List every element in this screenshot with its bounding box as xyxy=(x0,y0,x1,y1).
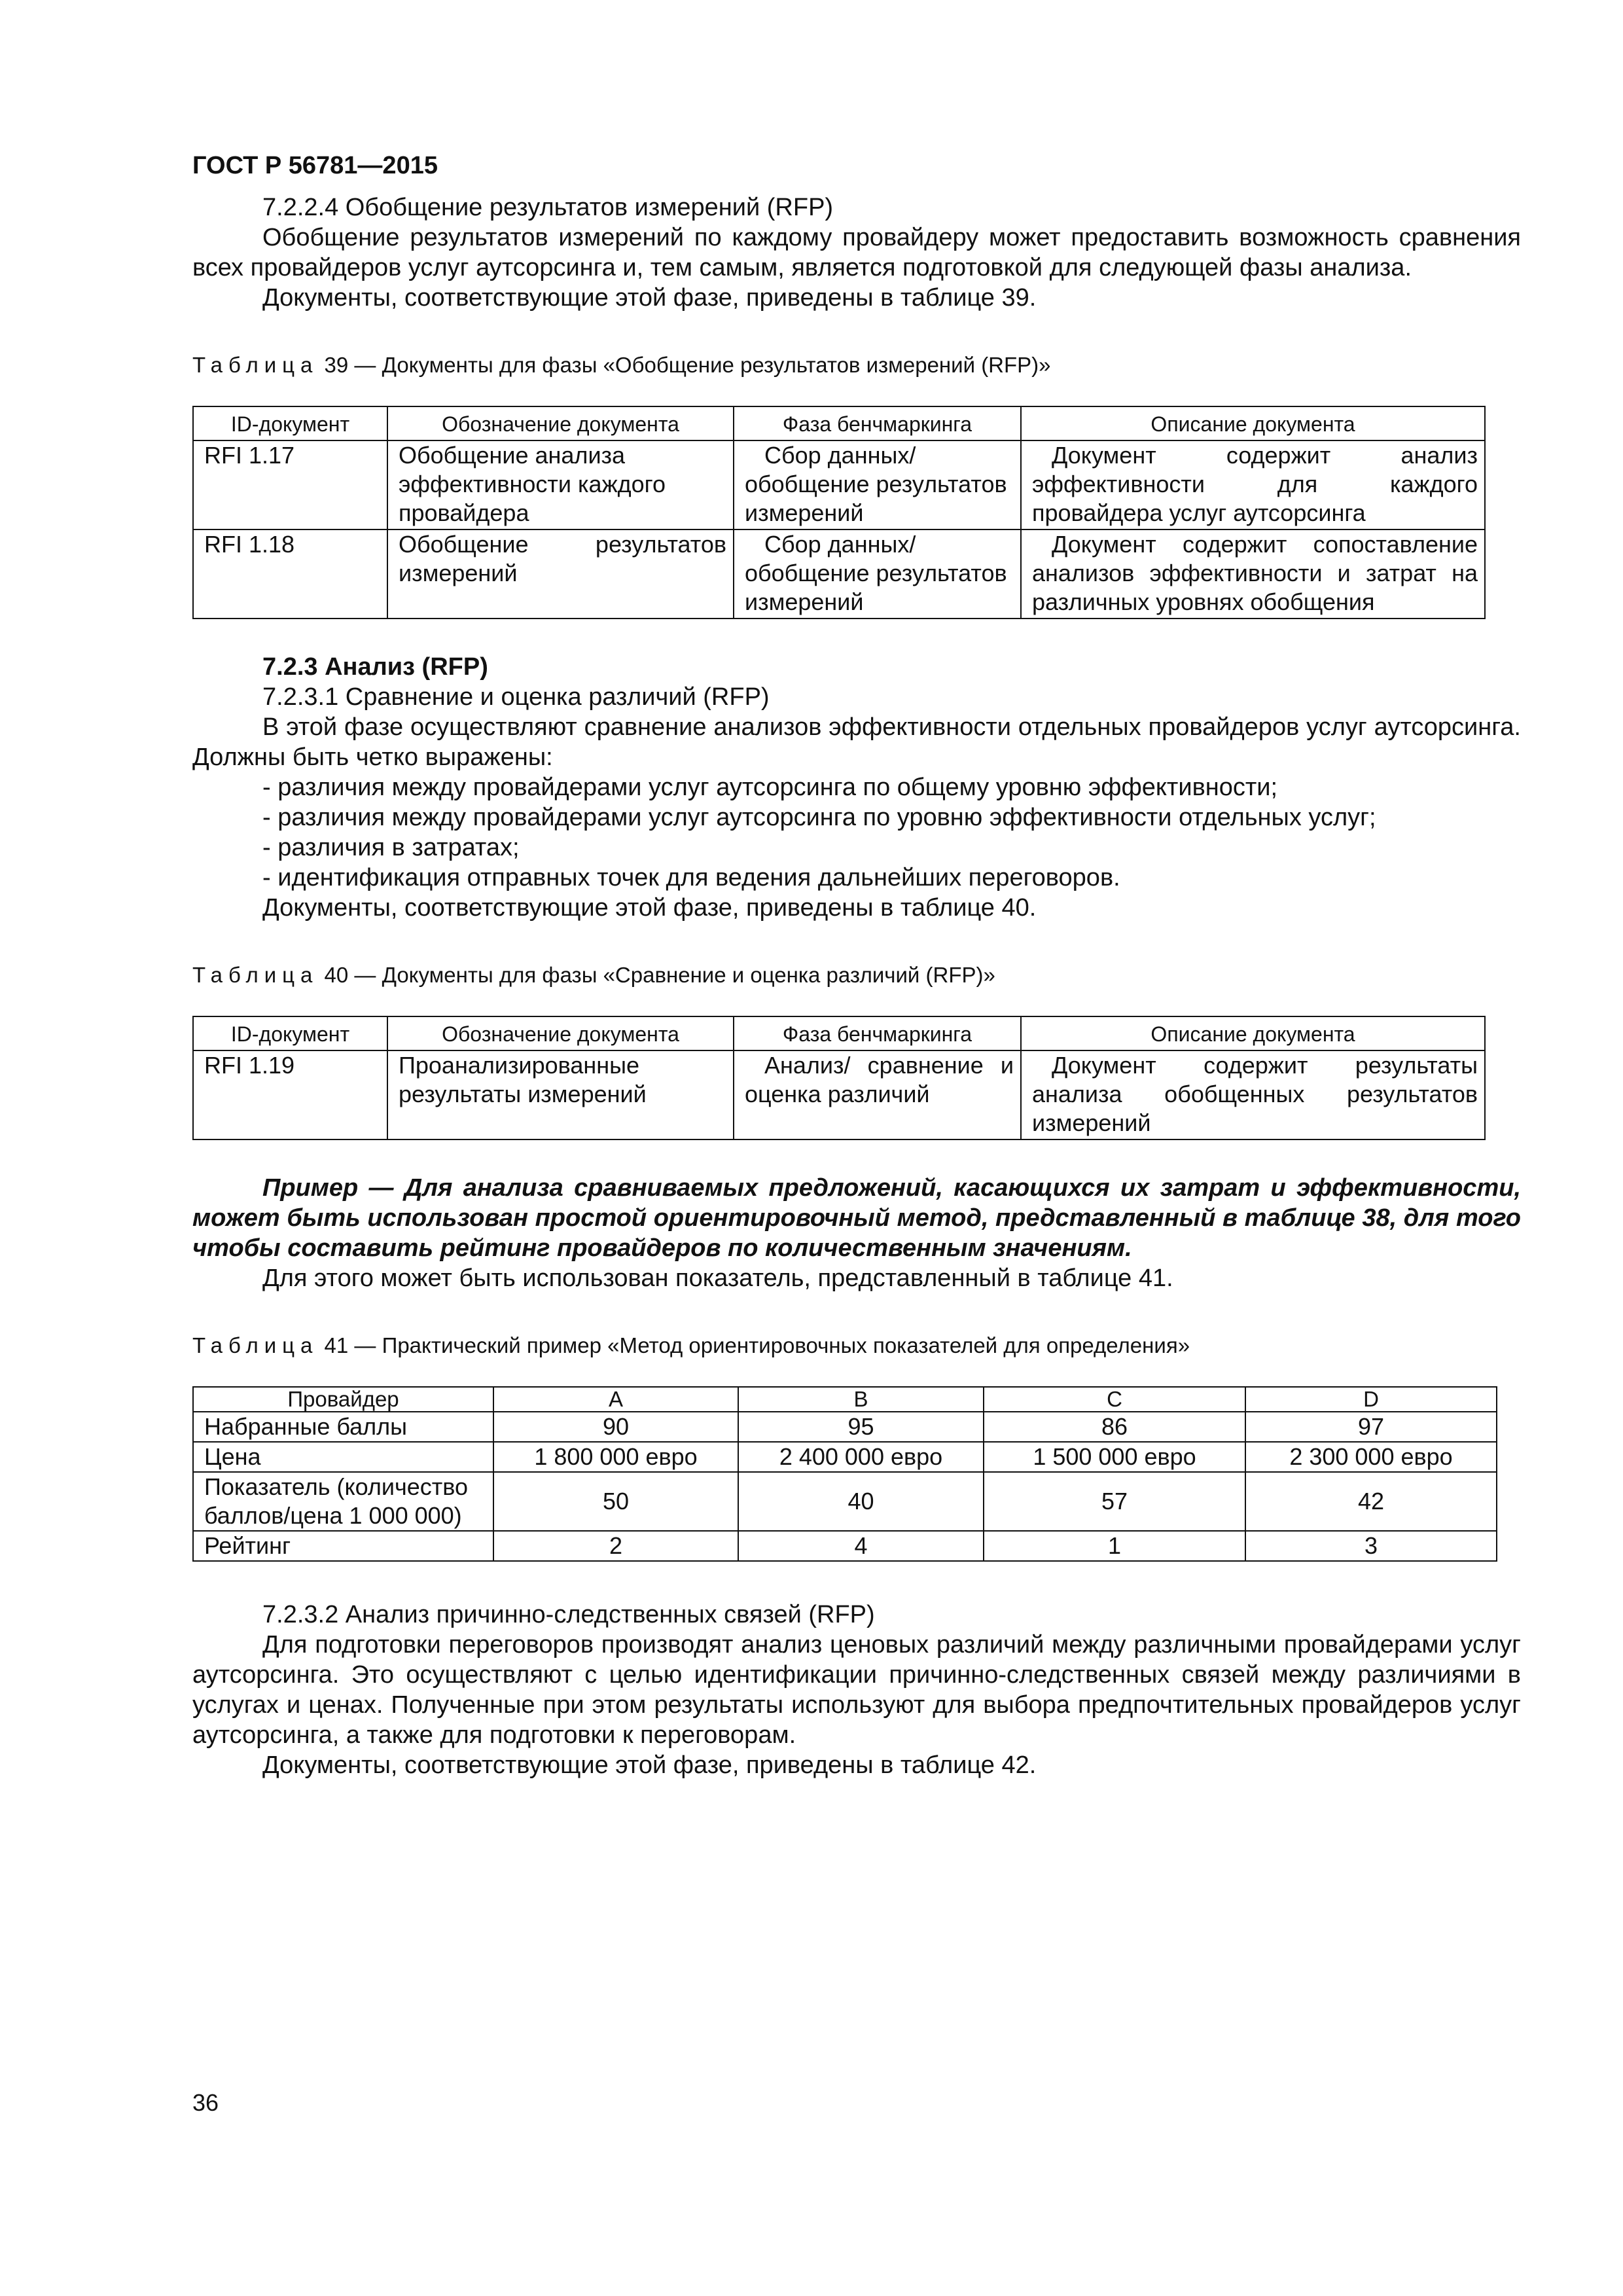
cell-value: 95 xyxy=(738,1412,984,1442)
header-cell: Обозначение документа xyxy=(387,1016,734,1050)
cell-value: 2 400 000 евро xyxy=(738,1442,984,1472)
cell-value: 86 xyxy=(984,1412,1245,1442)
header-cell: Фаза бенчмаркинга xyxy=(734,1016,1021,1050)
cell-value: 2 300 000 евро xyxy=(1245,1442,1497,1472)
cell-value: 1 xyxy=(984,1531,1245,1561)
section-7232-paragraph: Для подготовки переговоров производят анализ ценовых различий между различными провайдерами услуг аутсорсинга. Это осуществляют с целью идентификации причинно-следственных связей между различиями в услугах и ценах. Полученные при этом результаты используют для выбора предпочтительных провайдеров услуг аутсорсинга, а также для подготовки к переговорам. xyxy=(192,1631,1521,1749)
header-cell: ID-документ xyxy=(193,1016,387,1050)
table-row xyxy=(193,440,1485,529)
section-7224-paragraph: Обобщение результатов измерений по каждому провайдеру может предоставить возможность сравнения всех провайдеров услуг аутсорсинга и, тем самым, является подготовкой для следующей фазы анализа. xyxy=(192,224,1521,281)
header-cell: D xyxy=(1245,1387,1497,1412)
section-7231-paragraph: В этой фазе осуществляют сравнение анализов эффективности отдельных провайдеров услуг аутсорсинга. Должны быть четко выражены: xyxy=(192,713,1521,771)
row-label: Рейтинг xyxy=(193,1531,493,1561)
cell-value: 97 xyxy=(1245,1412,1497,1442)
table-row xyxy=(193,529,1485,619)
cell-value: 3 xyxy=(1245,1531,1497,1561)
cell-value: 2 xyxy=(493,1531,738,1561)
section-7231-title: 7.2.3.1 Сравнение и оценка различий (RFP) xyxy=(262,683,770,711)
standard-header: ГОСТ Р 56781—2015 xyxy=(192,152,438,179)
list-item: - идентификация отправных точек для ведения дальнейших переговоров. xyxy=(262,864,1120,891)
cell-description: Документ содержит сопоставление анализов эффективности и затрат на различных уровнях обобщения xyxy=(1021,529,1485,619)
header-cell: Описание документа xyxy=(1021,1016,1485,1050)
cell-value: 42 xyxy=(1245,1472,1497,1531)
caption-word: Таблица xyxy=(192,963,319,987)
section-7232-paragraph-ref: Документы, соответствующие этой фазе, приведены в таблице 42. xyxy=(262,1751,1037,1779)
table-40 xyxy=(192,1016,1486,1140)
table-header-row xyxy=(193,406,1485,440)
table-row xyxy=(193,1050,1485,1139)
header-cell: Обозначение документа xyxy=(387,406,734,440)
table-row xyxy=(193,1531,1497,1561)
example-paragraph: Пример — Для анализа сравниваемых предложений, касающихся их затрат и эффективности, может быть использован простой ориентировочный метод, представленный в таблице 38, для того чтобы составить рейтинг провайдеров по количественным значениям. xyxy=(192,1174,1521,1262)
cell-designation: Обобщение результатов измерений xyxy=(387,529,734,619)
table-39-caption xyxy=(192,351,1521,380)
caption-text: 39 — Документы для фазы «Обобщение результатов измерений (RFP)» xyxy=(318,353,1051,377)
cell-value: 1 800 000 евро xyxy=(493,1442,738,1472)
cell-value: 4 xyxy=(738,1531,984,1561)
table-41 xyxy=(192,1386,1497,1562)
header-cell: Фаза бенчмаркинга xyxy=(734,406,1021,440)
table-row xyxy=(193,1412,1497,1442)
list-item: - различия между провайдерами услуг аутсорсинга по общему уровню эффективности; xyxy=(262,774,1278,801)
table-row xyxy=(193,1472,1497,1531)
table-row xyxy=(193,1442,1497,1472)
cell-phase: Анализ/ сравнение и оценка различий xyxy=(734,1050,1021,1139)
row-label: Показатель (количество баллов/цена 1 000 000) xyxy=(193,1472,493,1531)
caption-text: 41 — Практический пример «Метод ориентировочных показателей для определения» xyxy=(318,1333,1190,1357)
table-40-caption xyxy=(192,961,1521,990)
section-7231-paragraph-ref: Документы, соответствующие этой фазе, приведены в таблице 40. xyxy=(262,894,1037,922)
cell-phase: Сбор данных/ обобщение результатов измерений xyxy=(734,440,1021,529)
table-39 xyxy=(192,406,1486,619)
cell-id: RFI 1.19 xyxy=(193,1050,387,1139)
row-label: Набранные баллы xyxy=(193,1412,493,1442)
section-7224-title: 7.2.2.4 Обобщение результатов измерений (RFP) xyxy=(262,194,834,221)
cell-description: Документ содержит результаты анализа обобщенных результатов измерений xyxy=(1021,1050,1485,1139)
caption-word: Таблица xyxy=(192,1333,319,1357)
cell-description: Документ содержит анализ эффективности для каждого провайдера услуг аутсорсинга xyxy=(1021,440,1485,529)
header-cell: Описание документа xyxy=(1021,406,1485,440)
header-cell: Провайдер xyxy=(193,1387,493,1412)
table-header-row xyxy=(193,1016,1485,1050)
cell-value: 40 xyxy=(738,1472,984,1531)
row-label: Цена xyxy=(193,1442,493,1472)
table-41-caption xyxy=(192,1331,1521,1360)
paragraph-after-example: Для этого может быть использован показатель, представленный в таблице 41. xyxy=(262,1265,1173,1292)
table-header-row xyxy=(193,1387,1497,1412)
section-7232-title: 7.2.3.2 Анализ причинно-следственных связей (RFP) xyxy=(262,1601,875,1628)
document-page xyxy=(192,149,1521,1780)
header-cell: A xyxy=(493,1387,738,1412)
cell-id: RFI 1.17 xyxy=(193,440,387,529)
page-number: 36 xyxy=(192,2089,219,2116)
cell-designation: Проанализированные результаты измерений xyxy=(387,1050,734,1139)
cell-designation: Обобщение анализа эффективности каждого провайдера xyxy=(387,440,734,529)
cell-phase: Сбор данных/ обобщение результатов измерений xyxy=(734,529,1021,619)
section-723-title: 7.2.3 Анализ (RFP) xyxy=(262,653,488,681)
caption-text: 40 — Документы для фазы «Сравнение и оценка различий (RFP)» xyxy=(318,963,995,987)
section-7224-paragraph-ref: Документы, соответствующие этой фазе, приведены в таблице 39. xyxy=(262,284,1037,312)
caption-word: Таблица xyxy=(192,353,319,377)
cell-value: 1 500 000 евро xyxy=(984,1442,1245,1472)
list-item: - различия между провайдерами услуг аутсорсинга по уровню эффективности отдельных услуг; xyxy=(262,804,1376,831)
header-cell: B xyxy=(738,1387,984,1412)
header-cell: ID-документ xyxy=(193,406,387,440)
cell-id: RFI 1.18 xyxy=(193,529,387,619)
cell-value: 90 xyxy=(493,1412,738,1442)
header-cell: C xyxy=(984,1387,1245,1412)
list-item: - различия в затратах; xyxy=(262,834,520,861)
cell-value: 57 xyxy=(984,1472,1245,1531)
cell-value: 50 xyxy=(493,1472,738,1531)
